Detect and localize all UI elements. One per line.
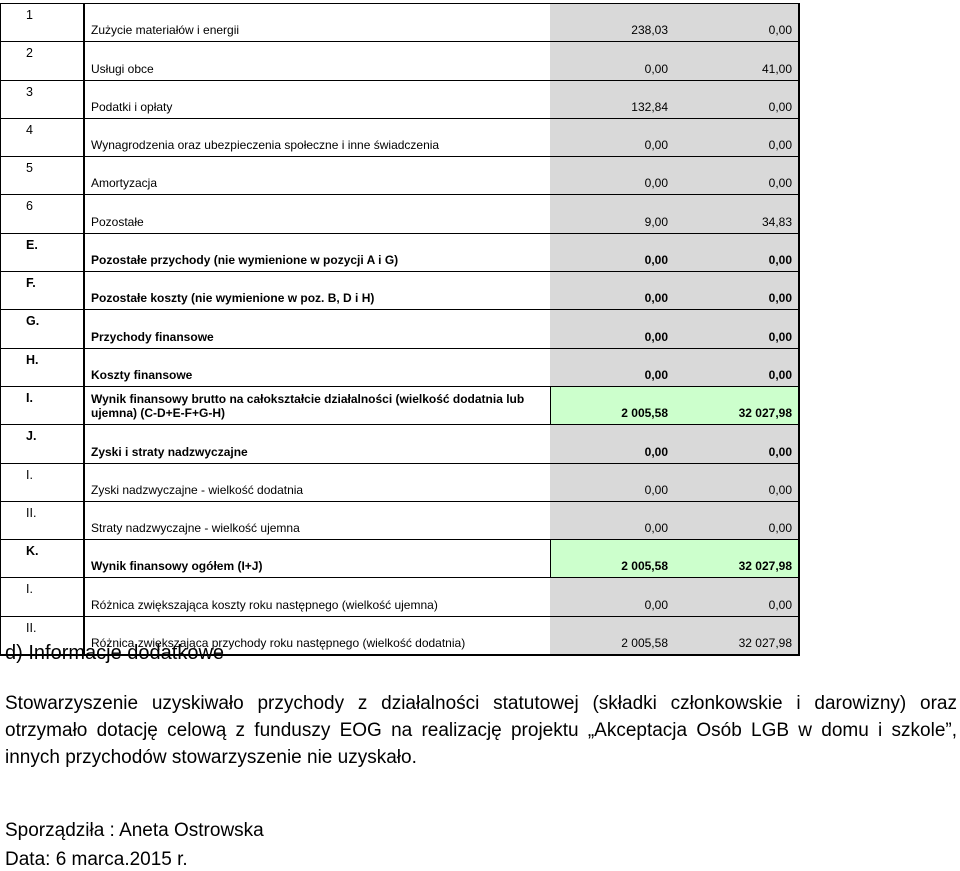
financial-table-body bbox=[1, 4, 800, 656]
value-previous-year: 0,00 bbox=[550, 348, 674, 386]
value-previous-year: 0,00 bbox=[550, 118, 674, 156]
row-number: 6 bbox=[1, 195, 85, 233]
row-label: Usługi obce bbox=[84, 42, 550, 80]
section-heading: d) Informacje dodatkowe bbox=[5, 642, 225, 664]
row-number: 3 bbox=[1, 80, 85, 118]
value-current-year: 0,00 bbox=[674, 310, 799, 348]
row-label: Przychody finansowe bbox=[84, 310, 550, 348]
row-number: E. bbox=[1, 233, 85, 271]
table-row bbox=[1, 80, 800, 118]
table-row bbox=[1, 463, 800, 501]
row-number: II. bbox=[1, 616, 85, 655]
row-number: 4 bbox=[1, 118, 85, 156]
value-current-year: 0,00 bbox=[674, 463, 799, 501]
row-label: Koszty finansowe bbox=[84, 348, 550, 386]
table-row bbox=[1, 540, 800, 578]
value-current-year: 0,00 bbox=[674, 425, 799, 463]
row-number: 5 bbox=[1, 157, 85, 195]
row-number: K. bbox=[1, 540, 85, 578]
prepared-by: Sporządziła : Aneta Ostrowska bbox=[5, 820, 264, 841]
value-previous-year: 238,03 bbox=[550, 4, 674, 42]
value-previous-year: 0,00 bbox=[550, 463, 674, 501]
value-current-year: 41,00 bbox=[674, 42, 799, 80]
table-row bbox=[1, 118, 800, 156]
value-current-year: 0,00 bbox=[674, 272, 799, 310]
value-current-year: 0,00 bbox=[674, 233, 799, 271]
value-previous-year: 0,00 bbox=[550, 272, 674, 310]
row-label: Zyski nadzwyczajne - wielkość dodatnia bbox=[84, 463, 550, 501]
value-current-year: 34,83 bbox=[674, 195, 799, 233]
value-previous-year: 9,00 bbox=[550, 195, 674, 233]
value-current-year: 32 027,98 bbox=[674, 386, 799, 424]
additional-info-paragraph: Stowarzyszenie uzyskiwało przychody z działalności statutowej (składki członkowskie i darowizny) oraz otrzymało dotację celową z funduszy EOG na realizację projektu „Akceptacja Osób LGB w domu i szkole”, innych przychodów stowarzyszenie nie uzyskało. bbox=[5, 693, 957, 768]
row-label: Pozostałe przychody (nie wymienione w pozycji A i G) bbox=[84, 233, 550, 271]
value-previous-year: 0,00 bbox=[550, 501, 674, 539]
row-label: Podatki i opłaty bbox=[84, 80, 550, 118]
table-row bbox=[1, 157, 800, 195]
value-previous-year: 0,00 bbox=[550, 42, 674, 80]
value-previous-year: 0,00 bbox=[550, 310, 674, 348]
value-current-year: 0,00 bbox=[674, 578, 799, 616]
row-label: Zużycie materiałów i energii bbox=[84, 4, 550, 42]
table-row bbox=[1, 425, 800, 463]
table-row bbox=[1, 578, 800, 616]
document-date: Data: 6 marca.2015 r. bbox=[5, 849, 188, 870]
row-number: II. bbox=[1, 501, 85, 539]
row-number: 2 bbox=[1, 42, 85, 80]
value-previous-year: 0,00 bbox=[550, 578, 674, 616]
value-previous-year: 132,84 bbox=[550, 80, 674, 118]
row-label: Amortyzacja bbox=[84, 157, 550, 195]
row-number: G. bbox=[1, 310, 85, 348]
row-label: Wynik finansowy ogółem (I+J) bbox=[84, 540, 550, 578]
row-label: Pozostałe bbox=[84, 195, 550, 233]
table-row bbox=[1, 348, 800, 386]
value-current-year: 0,00 bbox=[674, 118, 799, 156]
row-number: I. bbox=[1, 386, 85, 424]
table-row bbox=[1, 42, 800, 80]
value-previous-year: 2 005,58 bbox=[550, 540, 674, 578]
table-row bbox=[1, 386, 800, 424]
value-current-year: 0,00 bbox=[674, 4, 799, 42]
row-label: Różnica zwiększająca przychody roku następnego (wielkość dodatnia) bbox=[84, 616, 550, 655]
value-current-year: 0,00 bbox=[674, 80, 799, 118]
row-label: Zyski i straty nadzwyczajne bbox=[84, 425, 550, 463]
table-row bbox=[1, 501, 800, 539]
table-row bbox=[1, 233, 800, 271]
row-number: J. bbox=[1, 425, 85, 463]
table-row bbox=[1, 195, 800, 233]
value-current-year: 0,00 bbox=[674, 157, 799, 195]
row-label: Wynik finansowy brutto na całokształcie działalności (wielkość dodatnia lub ujemna) (C-D+E-F+G-H) bbox=[84, 386, 550, 424]
table-row bbox=[1, 4, 800, 42]
row-number: I. bbox=[1, 578, 85, 616]
row-label: Wynagrodzenia oraz ubezpieczenia społeczne i inne świadczenia bbox=[84, 118, 550, 156]
row-number: H. bbox=[1, 348, 85, 386]
value-current-year: 0,00 bbox=[674, 501, 799, 539]
row-label: Straty nadzwyczajne - wielkość ujemna bbox=[84, 501, 550, 539]
row-label: Różnica zwiększająca koszty roku następnego (wielkość ujemna) bbox=[84, 578, 550, 616]
value-previous-year: 2 005,58 bbox=[550, 386, 674, 424]
value-previous-year: 2 005,58 bbox=[550, 616, 674, 655]
row-number: I. bbox=[1, 463, 85, 501]
value-previous-year: 0,00 bbox=[550, 425, 674, 463]
row-label: Pozostałe koszty (nie wymienione w poz. B, D i H) bbox=[84, 272, 550, 310]
financial-table bbox=[0, 3, 800, 656]
row-number: F. bbox=[1, 272, 85, 310]
value-current-year: 32 027,98 bbox=[674, 616, 799, 655]
value-previous-year: 0,00 bbox=[550, 233, 674, 271]
table-row bbox=[1, 272, 800, 310]
value-current-year: 0,00 bbox=[674, 348, 799, 386]
value-current-year: 32 027,98 bbox=[674, 540, 799, 578]
row-number: 1 bbox=[1, 4, 85, 42]
value-previous-year: 0,00 bbox=[550, 157, 674, 195]
table-row bbox=[1, 310, 800, 348]
